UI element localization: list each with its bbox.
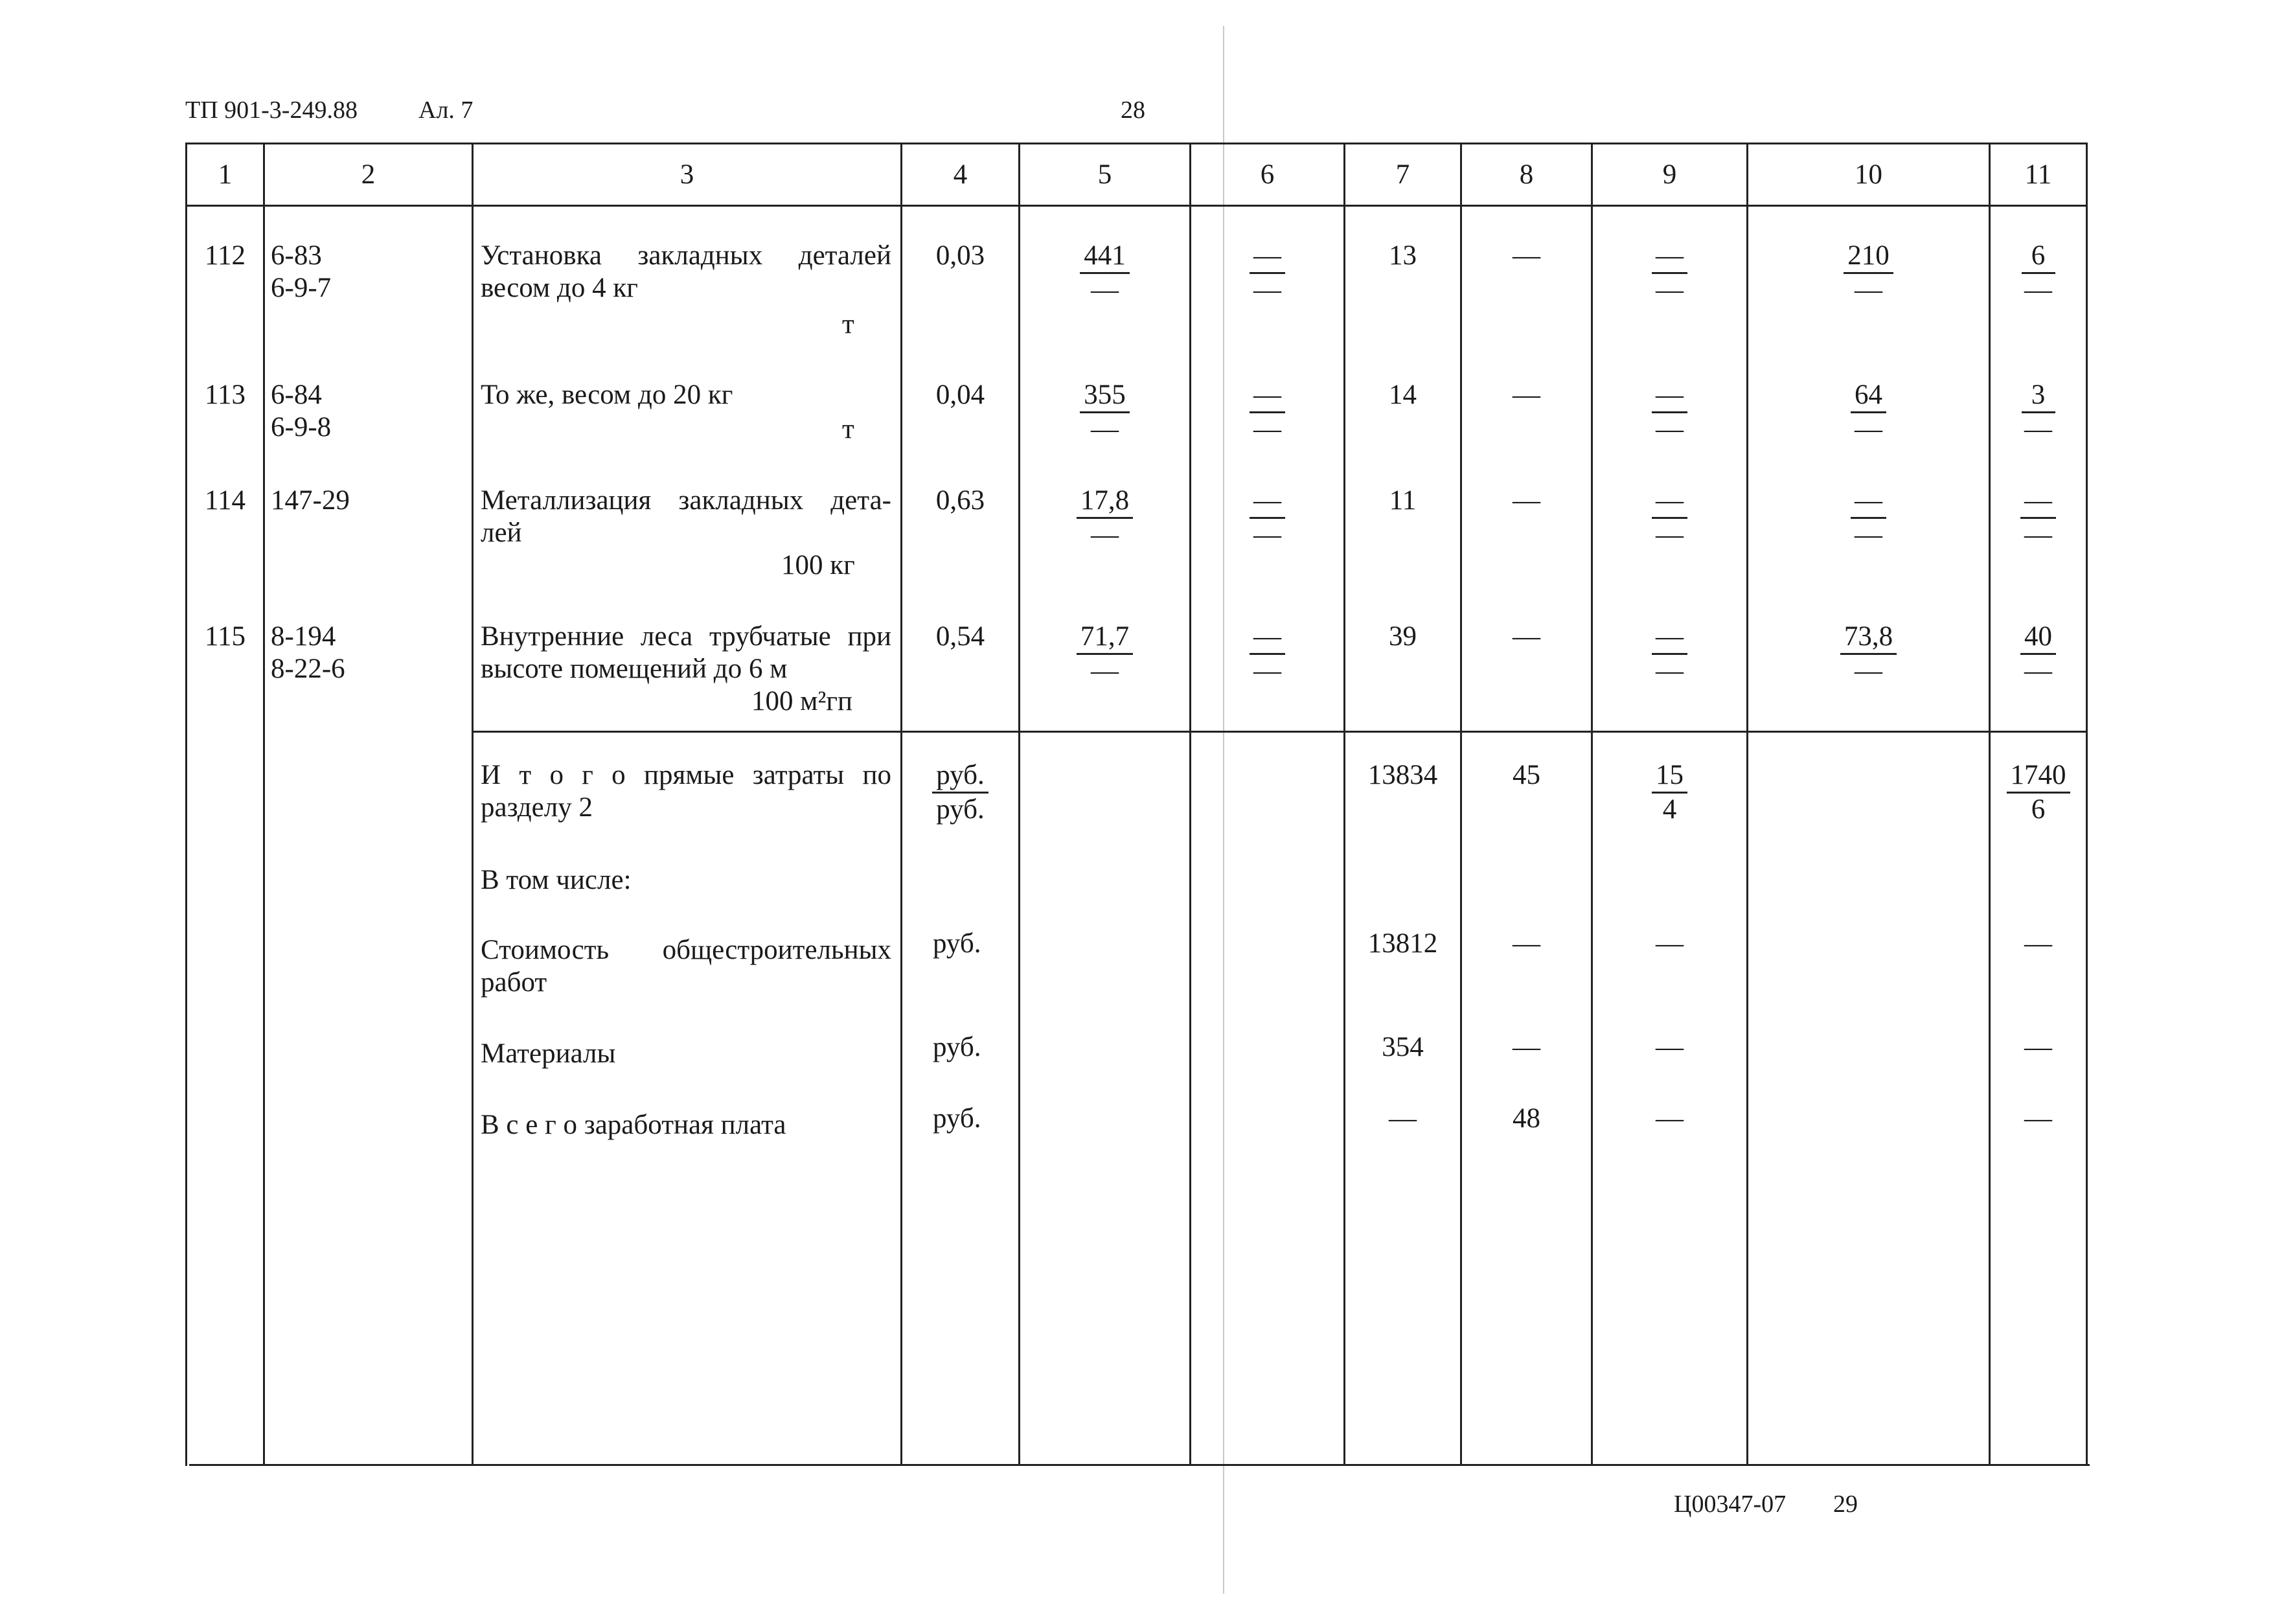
value-cell: — xyxy=(1513,621,1540,652)
document-stamp: Ц00347-07 xyxy=(1674,1491,1787,1518)
work-description: То же, весом до 20 кг xyxy=(481,380,733,410)
column-header: 3 xyxy=(679,159,694,190)
column-header: 6 xyxy=(1260,159,1275,190)
fraction-cell xyxy=(1593,485,1746,551)
norm-code: 8-22-6 xyxy=(271,654,345,684)
summary-unit: руб. xyxy=(933,1032,981,1062)
summary-label: Стоимость общестроительных xyxy=(481,935,891,965)
norm-code: 8-194 xyxy=(271,621,336,652)
fraction-bottom: — xyxy=(1091,520,1119,550)
value-cell: — xyxy=(1513,380,1540,410)
fraction-top: — xyxy=(1652,379,1687,413)
fraction-top: 441 xyxy=(1080,240,1130,274)
value-cell: 45 xyxy=(1513,760,1540,790)
value-cell: — xyxy=(2024,1103,2052,1134)
norm-code: 6-83 xyxy=(271,240,322,271)
fraction-top: — xyxy=(1652,621,1687,655)
album-number: Ал. 7 xyxy=(418,97,474,124)
fraction-cell xyxy=(1191,240,1343,306)
fraction-top: 1740 xyxy=(2007,759,2070,794)
fraction-bottom: — xyxy=(1656,656,1684,686)
fraction-top: — xyxy=(1250,621,1285,655)
column-header: 5 xyxy=(1097,159,1112,190)
work-description: Внутренние леса трубчатые при xyxy=(481,621,891,652)
summary-label: работ xyxy=(481,967,547,998)
value-cell: 13834 xyxy=(1367,760,1438,790)
fraction-top: 17,8 xyxy=(1077,485,1133,519)
row-number: 113 xyxy=(205,380,246,410)
fraction-bottom: — xyxy=(1253,414,1281,444)
fraction-top: — xyxy=(1851,485,1886,519)
fraction-cell xyxy=(1191,485,1343,551)
col-border xyxy=(1018,143,1020,1466)
fraction-bottom: — xyxy=(1091,414,1119,444)
fraction-top: 3 xyxy=(2022,379,2055,413)
fraction-cell xyxy=(1991,485,2086,551)
summary-label: И т о г о прямые затраты по xyxy=(481,760,891,790)
page-number: 28 xyxy=(1121,97,1145,124)
value-cell: 14 xyxy=(1389,380,1417,410)
fraction-top: — xyxy=(1652,485,1687,519)
fraction-top: 15 xyxy=(1652,759,1687,794)
summary-label: В с е г о заработная плата xyxy=(481,1110,786,1140)
summary-unit: руб. xyxy=(933,928,981,959)
summary-label: разделу 2 xyxy=(481,792,593,823)
value-cell: 13812 xyxy=(1367,928,1438,959)
fraction-cell xyxy=(1191,621,1343,687)
column-header: 7 xyxy=(1395,159,1410,190)
including-label: В том числе: xyxy=(481,865,632,895)
measure-unit: т xyxy=(842,309,854,339)
value-cell: 48 xyxy=(1513,1103,1540,1134)
fraction-bottom: 6 xyxy=(2031,794,2046,825)
summary-unit xyxy=(902,759,1018,826)
summary-unit: руб. xyxy=(933,1103,981,1134)
value-cell: 354 xyxy=(1382,1032,1424,1062)
fraction-bottom: руб. xyxy=(936,794,985,825)
fraction-bottom: — xyxy=(2024,520,2052,550)
work-description: лей xyxy=(481,518,522,548)
work-description: Металлизация закладных дета- xyxy=(481,485,891,516)
table-bottom-border xyxy=(189,1464,2090,1466)
fraction-bottom: — xyxy=(1656,275,1684,305)
column-header: 10 xyxy=(1855,159,1882,190)
fraction-top: — xyxy=(1250,240,1285,274)
work-description: Установка закладных деталей xyxy=(481,240,891,271)
col-border xyxy=(185,143,187,1466)
value-cell: — xyxy=(1513,240,1540,271)
header-row-border xyxy=(185,205,2086,207)
fraction-top: — xyxy=(2020,485,2056,519)
document-code: ТП 901-3-249.88 xyxy=(185,97,358,124)
quantity: 0,54 xyxy=(935,621,985,652)
fraction-top: 40 xyxy=(2020,621,2056,655)
value-cell: — xyxy=(1656,1103,1684,1134)
table-top-border xyxy=(185,143,2086,144)
value-cell: — xyxy=(1513,928,1540,959)
value-cell: 11 xyxy=(1389,485,1417,516)
fraction-bottom: — xyxy=(1656,414,1684,444)
fraction-bottom: — xyxy=(1091,656,1119,686)
fraction-bottom: — xyxy=(2024,414,2052,444)
col-border xyxy=(1460,143,1462,1466)
column-header: 8 xyxy=(1519,159,1534,190)
summary-divider xyxy=(472,731,2086,733)
fraction-bottom: — xyxy=(2024,275,2052,305)
fraction-top: 64 xyxy=(1851,379,1886,413)
fraction-top: — xyxy=(1250,485,1285,519)
quantity: 0,04 xyxy=(935,380,985,410)
value-cell: — xyxy=(2024,928,2052,959)
measure-unit: т xyxy=(842,414,854,444)
fraction-cell xyxy=(1991,759,2086,826)
fraction-cell xyxy=(1020,485,1189,551)
row-number: 112 xyxy=(205,240,246,271)
fraction-top: 71,7 xyxy=(1077,621,1133,655)
value-cell: 13 xyxy=(1389,240,1417,271)
norm-code: 6-9-7 xyxy=(271,273,332,303)
fraction-cell xyxy=(1991,621,2086,687)
row-number: 114 xyxy=(205,485,246,516)
column-header: 2 xyxy=(361,159,376,190)
fraction-top: — xyxy=(1250,379,1285,413)
fraction-top: 73,8 xyxy=(1840,621,1897,655)
fraction-bottom: — xyxy=(1253,520,1281,550)
fraction-top: — xyxy=(1652,240,1687,274)
quantity: 0,03 xyxy=(935,240,985,271)
fraction-cell xyxy=(1020,621,1189,687)
fraction-bottom: — xyxy=(1855,520,1882,550)
fraction-bottom: — xyxy=(1656,520,1684,550)
row-number: 115 xyxy=(205,621,246,652)
value-cell: 39 xyxy=(1389,621,1417,652)
work-description: весом до 4 кг xyxy=(481,273,638,303)
column-header: 1 xyxy=(218,159,233,190)
fraction-bottom: — xyxy=(1855,414,1882,444)
col-border xyxy=(263,143,265,1466)
fraction-cell xyxy=(1748,240,1989,306)
value-cell: — xyxy=(1389,1103,1417,1134)
norm-code: 6-84 xyxy=(271,380,322,410)
fraction-bottom: — xyxy=(1253,656,1281,686)
col-border xyxy=(1343,143,1345,1466)
value-cell: — xyxy=(1656,928,1684,959)
value-cell: — xyxy=(2024,1032,2052,1062)
fraction-cell xyxy=(1748,621,1989,687)
col-border xyxy=(2086,143,2088,1466)
fraction-cell xyxy=(1748,485,1989,551)
fraction-bottom: 4 xyxy=(1662,794,1677,825)
value-cell: — xyxy=(1656,1032,1684,1062)
fraction-top: 6 xyxy=(2022,240,2055,274)
norm-code: 147-29 xyxy=(271,485,350,516)
value-cell: — xyxy=(1513,1032,1540,1062)
col-border xyxy=(1746,143,1748,1466)
fraction-top: руб. xyxy=(932,759,988,794)
fraction-bottom: — xyxy=(1855,275,1882,305)
quantity: 0,63 xyxy=(935,485,985,516)
fraction-cell xyxy=(1593,621,1746,687)
fraction-top: 355 xyxy=(1080,379,1130,413)
fraction-bottom: — xyxy=(2024,656,2052,686)
column-header: 9 xyxy=(1662,159,1677,190)
column-header: 4 xyxy=(953,159,968,190)
measure-unit: 100 кг xyxy=(781,550,855,580)
fraction-bottom: — xyxy=(1253,275,1281,305)
fraction-cell xyxy=(1593,240,1746,306)
fraction-top: 210 xyxy=(1844,240,1893,274)
summary-label: Материалы xyxy=(481,1038,616,1069)
footer-page-number: 29 xyxy=(1833,1491,1858,1518)
fraction-bottom: — xyxy=(1855,656,1882,686)
fraction-cell xyxy=(1191,379,1343,446)
fraction-cell xyxy=(1020,240,1189,306)
column-header: 11 xyxy=(2024,159,2052,190)
measure-unit: 100 м²гп xyxy=(751,686,853,716)
fraction-bottom: — xyxy=(1091,275,1119,305)
fraction-cell xyxy=(1991,240,2086,306)
work-description: высоте помещений до 6 м xyxy=(481,654,788,684)
value-cell: — xyxy=(1513,485,1540,516)
col-border xyxy=(1189,143,1191,1466)
fraction-cell xyxy=(1593,379,1746,446)
fraction-cell xyxy=(1748,379,1989,446)
fraction-cell xyxy=(1020,379,1189,446)
fraction-cell xyxy=(1991,379,2086,446)
norm-code: 6-9-8 xyxy=(271,412,332,442)
fraction-cell xyxy=(1593,759,1746,826)
col-border xyxy=(472,143,474,1466)
